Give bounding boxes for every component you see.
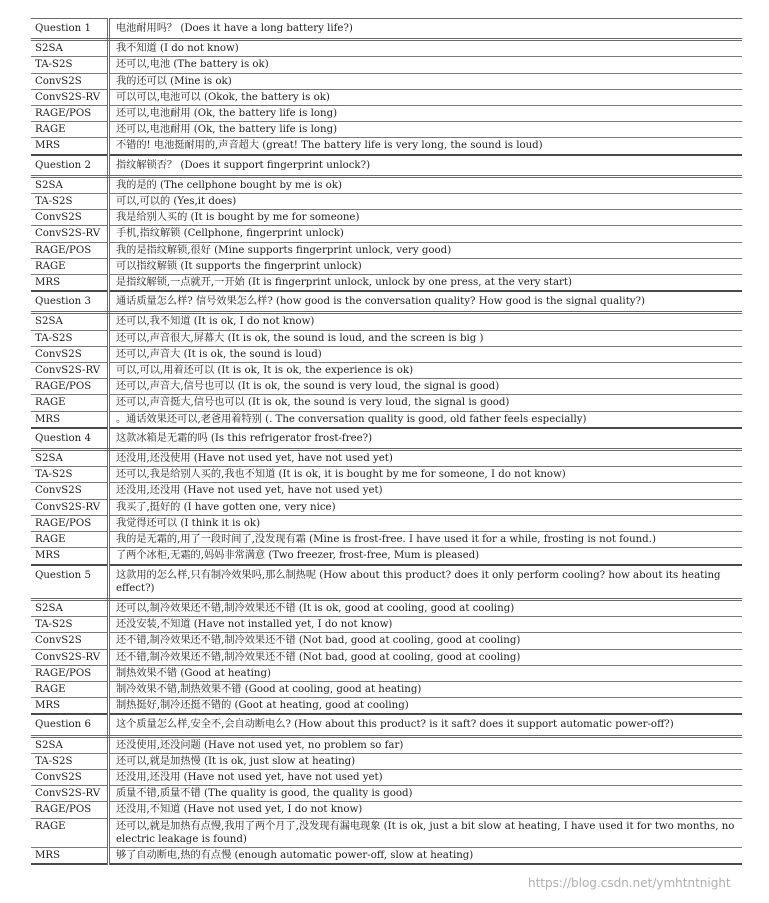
question-row: [31, 565, 742, 600]
table-row: [31, 786, 742, 802]
response-text: 还可以,声音大 (It is ok, the sound is loud): [109, 346, 743, 362]
response-text: 制热挺好,制冷还挺不错的 (Goot at heating, good at cooling): [109, 698, 743, 715]
table-row: [31, 40, 742, 57]
table-row: [31, 736, 742, 753]
system-name: S2SA: [31, 736, 109, 753]
table-row: [31, 258, 742, 274]
response-text: 还没使用,还没问题 (Have not used yet, no problem so far): [109, 736, 743, 753]
system-name: S2SA: [31, 450, 109, 467]
table-row: [31, 346, 742, 362]
response-text: 我的是无霜的,用了一段时间了,没发现有霜 (Mine is frost-free. I have used it for a while, frosting is not found.): [109, 532, 743, 548]
system-name: RAGE/POS: [31, 802, 109, 818]
question-label: Question 6: [31, 714, 109, 736]
table-row: [31, 467, 742, 483]
table-row: [31, 532, 742, 548]
table-row: [31, 363, 742, 379]
response-text: 我的还可以 (Mine is ok): [109, 73, 743, 89]
response-text: 还可以,电池耐用 (Ok, the battery life is long): [109, 106, 743, 122]
response-text: 还可以,制冷效果还不错,制冷效果还不错 (It is ok, good at cooling, good at cooling): [109, 599, 743, 616]
table-row: [31, 802, 742, 818]
response-text: 制冷效果不错,制热效果不错 (Good at cooling, good at heating): [109, 681, 743, 697]
response-text: 还可以,声音大,信号也可以 (It is ok, the sound is very loud, the signal is good): [109, 379, 743, 395]
table-row: [31, 210, 742, 226]
response-text: 不错的! 电池挺耐用的,声音超大 (great! The battery life is very long, the sound is loud): [109, 138, 743, 155]
response-text: 还没安装,不知道 (Have not installed yet, I do not know): [109, 617, 743, 633]
system-name: ConvS2S: [31, 73, 109, 89]
response-text: 还不错,制冷效果还不错,制冷效果还不错 (Not bad, good at cooling, good at cooling): [109, 649, 743, 665]
response-text: 可以,可以的 (Yes,it does): [109, 194, 743, 210]
system-name: ConvS2S-RV: [31, 649, 109, 665]
response-text: 我不知道 (I do not know): [109, 40, 743, 57]
table-row: [31, 330, 742, 346]
question-text: 这款冰箱是无霜的吗 (Is this refrigerator frost-free?): [109, 428, 743, 450]
system-name: ConvS2S: [31, 210, 109, 226]
table-row: [31, 548, 742, 565]
table-row: [31, 106, 742, 122]
system-name: RAGE/POS: [31, 242, 109, 258]
system-name: RAGE: [31, 818, 109, 847]
system-name: RAGE: [31, 395, 109, 411]
system-name: ConvS2S-RV: [31, 363, 109, 379]
response-text: 手机,指纹解锁 (Cellphone, fingerprint unlock): [109, 226, 743, 242]
system-name: RAGE/POS: [31, 665, 109, 681]
system-name: ConvS2S: [31, 769, 109, 785]
question-row: [31, 714, 742, 736]
response-text: 可以指纹解锁 (It supports the fingerprint unlock): [109, 258, 743, 274]
question-text: 这款用的怎么样,只有制冷效果吗,那么制热呢 (How about this product? does it only perform cooling? how about its heating effect?): [109, 565, 743, 600]
response-text: 够了自动断电,热的有点慢 (enough automatic power-off, slow at heating): [109, 847, 743, 864]
table-row: [31, 313, 742, 330]
table-row: [31, 275, 742, 292]
response-text: 还没用,还没用 (Have not used yet, have not used yet): [109, 483, 743, 499]
system-name: RAGE: [31, 532, 109, 548]
system-name: MRS: [31, 847, 109, 864]
response-text: 还可以,就是加热慢 (It is ok, just slow at heating): [109, 753, 743, 769]
response-text: 了两个冰柜,无霜的,妈妈非常满意 (Two freezer, frost-free, Mum is pleased): [109, 548, 743, 565]
question-text: 电池耐用吗？ (Does it have a long battery life?): [109, 19, 743, 40]
response-text: 是指纹解锁,一点就开,一开始 (It is fingerprint unlock, unlock by one press, at the very start): [109, 275, 743, 292]
table-row: [31, 379, 742, 395]
system-name: MRS: [31, 138, 109, 155]
system-name: ConvS2S: [31, 346, 109, 362]
system-name: TA-S2S: [31, 57, 109, 73]
response-text: 我的是指纹解锁,很好 (Mine supports fingerprint unlock, very good): [109, 242, 743, 258]
response-text: 质量不错,质量不错 (The quality is good, the quality is good): [109, 786, 743, 802]
table-row: [31, 681, 742, 697]
system-name: MRS: [31, 698, 109, 715]
table-row: [31, 769, 742, 785]
system-name: ConvS2S-RV: [31, 499, 109, 515]
table-row: [31, 411, 742, 428]
system-name: ConvS2S-RV: [31, 226, 109, 242]
question-text: 通话质量怎么样? 信号效果怎么样? (how good is the conversation quality? How good is the signal quality?): [109, 291, 743, 313]
question-label: Question 2: [31, 155, 109, 177]
system-name: ConvS2S: [31, 483, 109, 499]
table-row: [31, 617, 742, 633]
question-row: [31, 428, 742, 450]
table-row: [31, 57, 742, 73]
system-name: TA-S2S: [31, 194, 109, 210]
system-name: ConvS2S-RV: [31, 786, 109, 802]
response-text: 还可以,我不知道 (It is ok, I do not know): [109, 313, 743, 330]
system-name: RAGE: [31, 258, 109, 274]
response-text: 我买了,挺好的 (I have gotten one, very nice): [109, 499, 743, 515]
table-row: [31, 73, 742, 89]
question-label: Question 4: [31, 428, 109, 450]
table-row: [31, 847, 742, 864]
system-name: TA-S2S: [31, 467, 109, 483]
response-text: 还不错,制冷效果还不错,制冷效果还不错 (Not bad, good at cooling, good at cooling): [109, 633, 743, 649]
response-text: 可以,可以,用着还可以 (It is ok, It is ok, the experience is ok): [109, 363, 743, 379]
system-name: S2SA: [31, 599, 109, 616]
question-row: [31, 19, 742, 40]
response-text: 还没用,还没用 (Have not used yet, have not used yet): [109, 769, 743, 785]
response-text: 制热效果不错 (Good at heating): [109, 665, 743, 681]
question-label: Question 5: [31, 565, 109, 600]
table-row: [31, 242, 742, 258]
question-row: [31, 291, 742, 313]
table-row: [31, 395, 742, 411]
system-name: S2SA: [31, 313, 109, 330]
table-row: [31, 633, 742, 649]
table-row: [31, 753, 742, 769]
response-text: 我是给别人买的 (It is bought by me for someone): [109, 210, 743, 226]
response-text: 还可以,就是加热有点慢,我用了两个月了,没发现有漏电现象 (It is ok, just a bit slow at heating, I have used it for two months, no electric leakage is found): [109, 818, 743, 847]
table-row: [31, 122, 742, 138]
table-row: [31, 194, 742, 210]
table-row: [31, 599, 742, 616]
response-text: 还可以,电池 (The battery is ok): [109, 57, 743, 73]
system-name: MRS: [31, 275, 109, 292]
system-name: S2SA: [31, 40, 109, 57]
system-name: MRS: [31, 411, 109, 428]
system-name: TA-S2S: [31, 617, 109, 633]
response-text: 。通话效果还可以,老爸用着特别 (. The conversation quality is good, old father feels especially): [109, 411, 743, 428]
system-name: TA-S2S: [31, 753, 109, 769]
question-label: Question 1: [31, 19, 109, 40]
system-name: RAGE/POS: [31, 515, 109, 531]
system-name: S2SA: [31, 176, 109, 193]
response-text: 我觉得还可以 (I think it is ok): [109, 515, 743, 531]
table-row: [31, 450, 742, 467]
response-text: 我的是的 (The cellphone bought by me is ok): [109, 176, 743, 193]
system-name: TA-S2S: [31, 330, 109, 346]
table-row: [31, 698, 742, 715]
system-name: MRS: [31, 548, 109, 565]
response-text: 还可以,声音挺大,信号也可以 (It is ok, the sound is very loud, the signal is good): [109, 395, 743, 411]
table-row: [31, 176, 742, 193]
system-name: RAGE: [31, 681, 109, 697]
question-text: 指纹解锁否？ (Does it support fingerprint unlock?): [109, 155, 743, 177]
watermark: https://blog.csdn.net/ymhtntnight: [528, 876, 731, 890]
table-row: [31, 665, 742, 681]
system-name: ConvS2S-RV: [31, 89, 109, 105]
table-row: [31, 515, 742, 531]
table-row: [31, 138, 742, 155]
table-row: [31, 89, 742, 105]
system-name: RAGE: [31, 122, 109, 138]
table-row: [31, 649, 742, 665]
response-text: 还没用,还没使用 (Have not used yet, have not used yet): [109, 450, 743, 467]
system-name: ConvS2S: [31, 633, 109, 649]
qa-comparison-table: [31, 18, 742, 865]
table-body: [31, 19, 742, 865]
results-sheet: [31, 18, 742, 865]
question-text: 这个质量怎么样,安全不,会自动断电么? (How about this product? is it saft? does it support automatic power-off?): [109, 714, 743, 736]
question-row: [31, 155, 742, 177]
system-name: RAGE/POS: [31, 379, 109, 395]
system-name: RAGE/POS: [31, 106, 109, 122]
response-text: 还可以,电池耐用 (Ok, the battery life is long): [109, 122, 743, 138]
question-label: Question 3: [31, 291, 109, 313]
response-text: 还没用,不知道 (Have not used yet, I do not know): [109, 802, 743, 818]
table-row: [31, 499, 742, 515]
table-row: [31, 818, 742, 847]
table-row: [31, 483, 742, 499]
table-row: [31, 226, 742, 242]
response-text: 还可以,声音很大,屏幕大 (It is ok, the sound is loud, and the screen is big ): [109, 330, 743, 346]
response-text: 还可以,我是给别人买的,我也不知道 (It is ok, it is bought by me for someone, I do not know): [109, 467, 743, 483]
response-text: 可以可以,电池可以 (Okok, the battery is ok): [109, 89, 743, 105]
